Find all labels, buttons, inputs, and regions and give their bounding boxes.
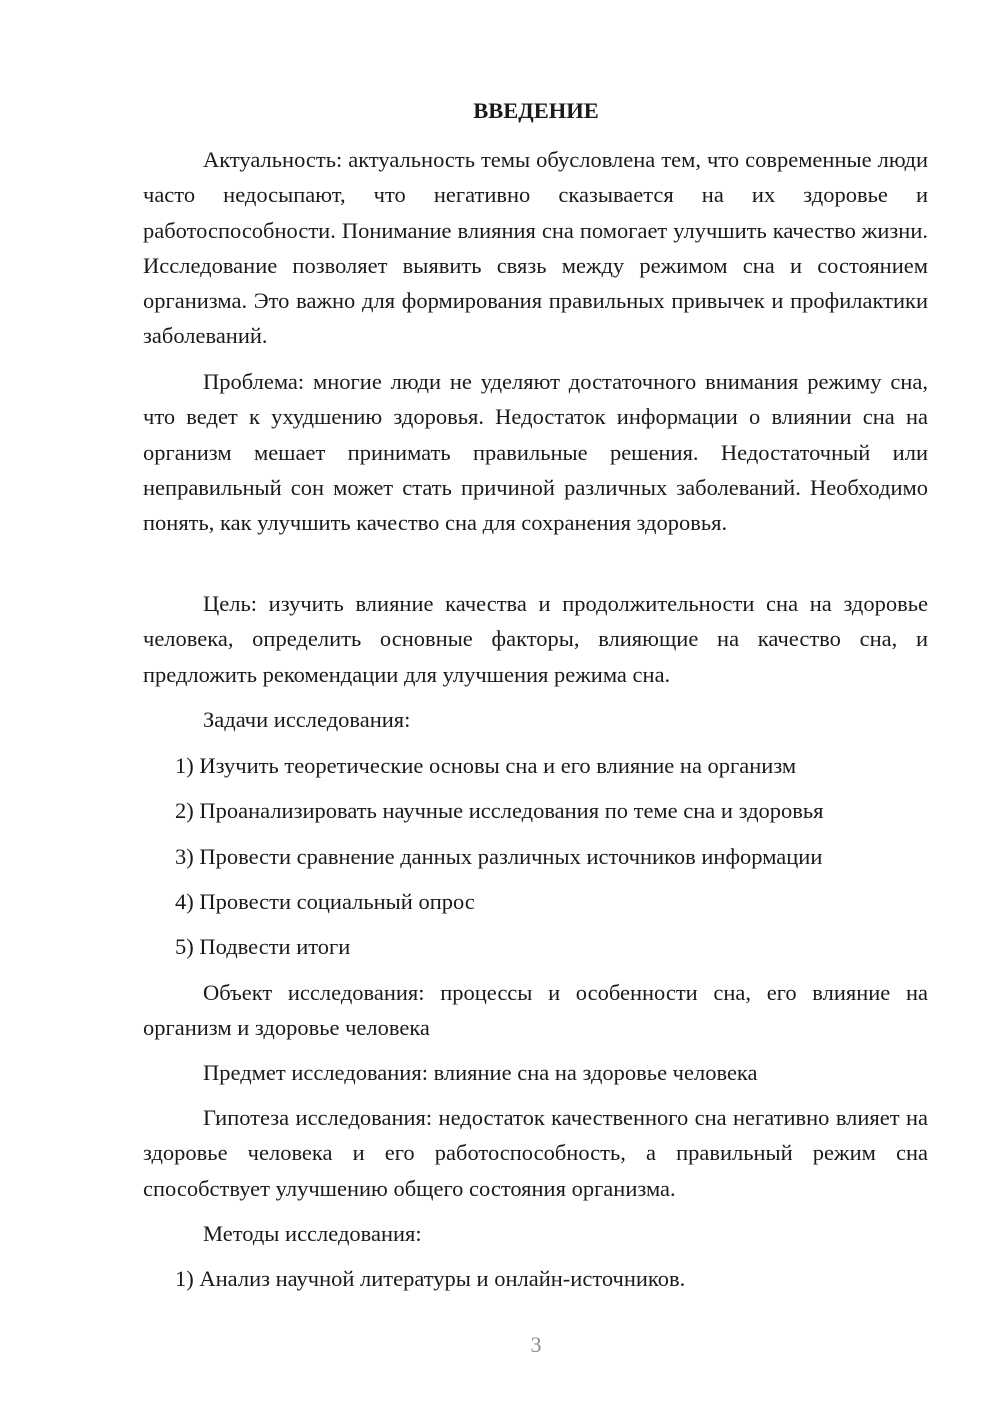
task-item-5: 5) Подвести итоги	[175, 934, 351, 959]
goal-paragraph: Цель: изучить влияние качества и продолжительности сна на здоровье человека, определить основные факторы, влияющие на качество сна, и предложить рекомендации для улучшения режима сна.	[143, 591, 928, 687]
task-item-4: 4) Провести социальный опрос	[175, 889, 475, 914]
task-item-2: 2) Проанализировать научные исследования по теме сна и здоровья	[175, 798, 824, 823]
tasks-heading: Задачи исследования:	[203, 707, 411, 732]
page-number: 3	[530, 1332, 542, 1357]
relevance-paragraph: Актуальность: актуальность темы обусловлена тем, что современные люди часто недосыпают, что негативно сказывается на их здоровье и работоспособности. Понимание влияния сна помогает улучшить качество жизни. Исследование позволяет выявить связь между режимом сна и состоянием организма. Это важно для формирования правильных привычек и профилактики заболеваний.	[143, 147, 928, 349]
page-title: ВВЕДЕНИЕ	[473, 98, 599, 123]
object-paragraph: Объект исследования: процессы и особенности сна, его влияние на организм и здоровье человека	[143, 980, 928, 1041]
hypothesis-paragraph: Гипотеза исследования: недостаток качественного сна негативно влияет на здоровье человека и его работоспособность, а правильный режим сна способствует улучшению общего состояния организма.	[143, 1105, 928, 1201]
methods-heading: Методы исследования:	[203, 1221, 422, 1246]
problem-paragraph: Проблема: многие люди не уделяют достаточного внимания режиму сна, что ведет к ухудшению здоровья. Недостаток информации о влиянии сна на организм мешает принимать правильные решения. Недостаточный или неправильный сон может стать причиной различных заболеваний. Необходимо понять, как улучшить качество сна для сохранения здоровья.	[143, 369, 928, 536]
task-item-3: 3) Провести сравнение данных различных источников информации	[175, 844, 823, 869]
subject-paragraph: Предмет исследования: влияние сна на здоровье человека	[203, 1060, 758, 1085]
method-item-1: 1) Анализ научной литературы и онлайн-источников.	[175, 1266, 686, 1291]
task-item-1: 1) Изучить теоретические основы сна и его влияние на организм	[175, 753, 797, 778]
